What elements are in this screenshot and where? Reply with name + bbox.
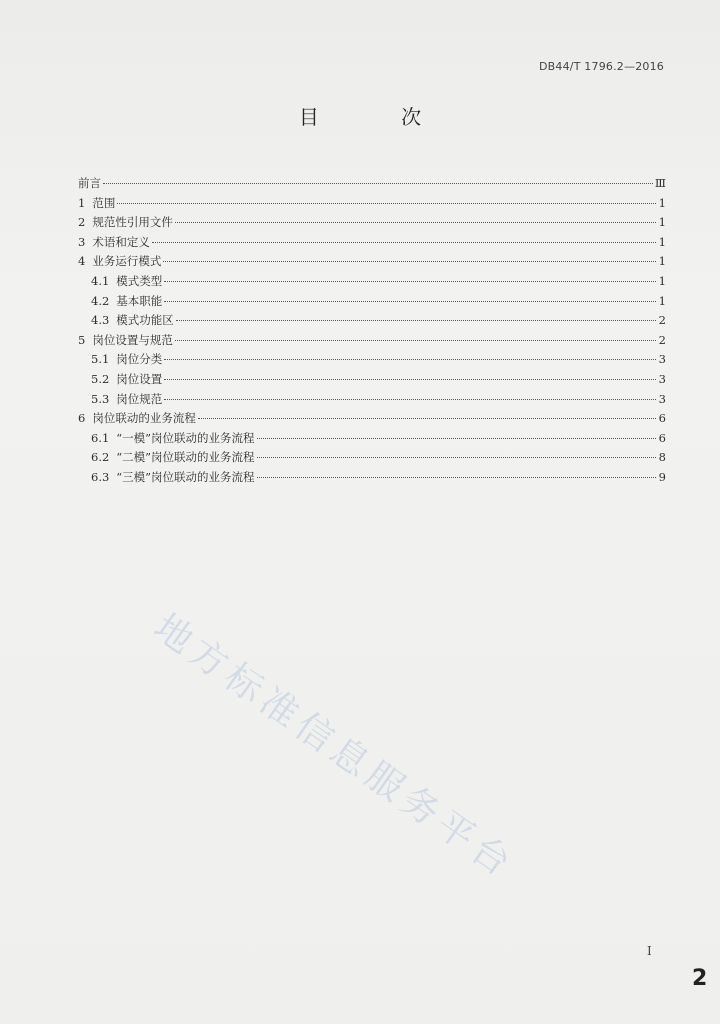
toc-entry-page: 3 [658,371,666,386]
toc-leader-dots [175,340,656,341]
toc-leader-dots [103,183,653,184]
toc-entry[interactable] [78,429,666,449]
toc-leader-dots [257,457,656,458]
toc-entry-number: 4.1 [91,273,110,288]
toc-entry-label: 范围 [92,195,116,210]
toc-entry[interactable] [78,370,666,390]
toc-entry-page: 2 [658,313,666,328]
toc-entry[interactable] [78,350,666,370]
toc-entry[interactable] [78,331,666,351]
toc-entry-page: 2 [658,332,666,347]
toc-entry-page: 9 [658,469,666,484]
toc-entry-label: “一模”岗位联动的业务流程 [116,430,255,445]
watermark: 地方标准信息服务平台 [146,605,524,888]
toc-entry-number: 3 [78,234,86,249]
toc-leader-dots [152,242,656,243]
page-number: I [647,944,652,958]
toc-entry-number: 6.3 [91,469,110,484]
toc-entry[interactable] [78,194,666,214]
toc-leader-dots [198,418,656,419]
toc-entry-number: 6.2 [91,450,110,465]
toc-leader-dots [164,399,656,400]
toc-entry-number: 1 [78,195,86,210]
toc-entry-number: 2 [78,215,86,230]
toc-entry-label: 岗位设置与规范 [92,332,173,347]
toc-entry-label: “二模”岗位联动的业务流程 [116,450,255,465]
toc-leader-dots [164,281,656,282]
toc-entry[interactable] [78,390,666,410]
toc-entry-number: 4.3 [91,313,110,328]
toc-leader-dots [164,379,656,380]
toc-entry-page: 1 [658,215,666,230]
toc-entry-page: 3 [658,352,666,367]
toc-leader-dots [176,320,656,321]
toc-leader-dots [257,477,656,478]
toc-entry[interactable] [78,213,666,233]
toc-title: 目 次 [298,105,460,129]
toc-entry-label: 业务运行模式 [92,254,162,269]
toc-entry-page: 6 [658,430,666,445]
toc-entry-number: 4 [78,254,86,269]
toc-entry[interactable] [78,252,666,272]
toc-entry-page: 8 [658,450,666,465]
toc-entry[interactable] [78,174,666,194]
document-code: DB44/T 1796.2—2016 [538,60,664,73]
toc-entry[interactable] [78,311,666,331]
toc-entry-page: 3 [658,391,666,406]
toc-entry-page: 1 [658,195,666,210]
toc-leader-dots [257,438,656,439]
toc-entry-number: 5 [78,332,86,347]
toc-leader-dots [164,359,656,360]
toc-entry-number: 5.1 [91,352,110,367]
toc-entry[interactable] [78,233,666,253]
toc-entry-page: 6 [658,411,666,426]
toc-entry-label: 前言 [78,176,101,190]
toc-entry-label: “三模”岗位联动的业务流程 [116,469,255,484]
toc-entry-label: 岗位联动的业务流程 [92,411,196,426]
toc-entry-number: 5.3 [91,391,110,406]
toc-entry-label: 基本职能 [116,293,163,308]
toc-entry-label: 模式类型 [116,273,163,288]
toc-entry-number: 4.2 [91,293,110,308]
toc-entry-page: Ⅲ [654,176,666,190]
toc-entry[interactable] [78,409,666,429]
toc-entry[interactable] [78,292,666,312]
toc-entry-label: 模式功能区 [116,313,174,328]
toc-entry-page: 1 [658,234,666,249]
table-of-contents [78,174,666,488]
toc-entry-page: 1 [658,293,666,308]
toc-leader-dots [117,203,656,204]
toc-entry-label: 岗位设置 [116,371,163,386]
toc-entry-label: 岗位规范 [116,391,163,406]
toc-entry-label: 岗位分类 [116,352,163,367]
corner-page-number: 2 [692,966,708,991]
toc-entry-number: 5.2 [91,371,110,386]
toc-entry[interactable] [78,468,666,488]
toc-leader-dots [175,222,656,223]
toc-leader-dots [164,301,656,302]
toc-entry[interactable] [78,448,666,468]
toc-entry-number: 6.1 [91,430,110,445]
toc-entry-label: 规范性引用文件 [92,215,173,230]
toc-entry[interactable] [78,272,666,292]
toc-entry-label: 术语和定义 [92,234,150,249]
toc-leader-dots [163,261,656,262]
toc-entry-number: 6 [78,411,86,426]
toc-entry-page: 1 [658,254,666,269]
toc-entry-page: 1 [658,273,666,288]
